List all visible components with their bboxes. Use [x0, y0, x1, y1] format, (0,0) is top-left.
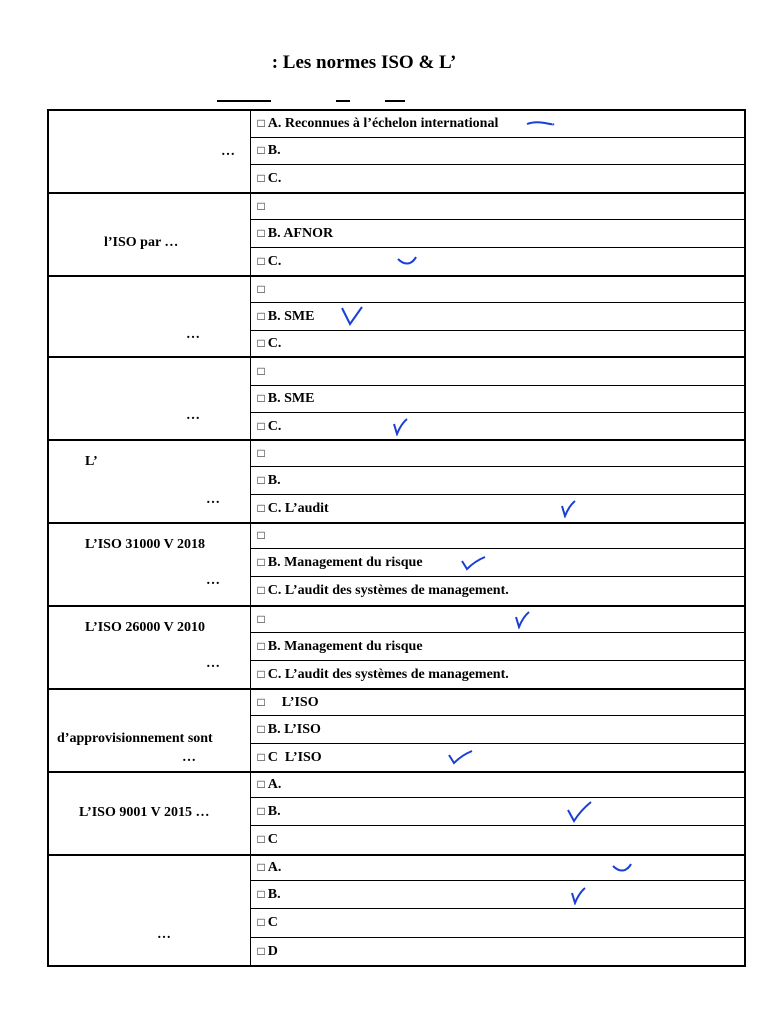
option-cell[interactable]: [250, 716, 745, 744]
question-text: …: [221, 144, 235, 159]
quiz-option-row: [48, 110, 745, 137]
checkbox-icon[interactable]: □: [257, 170, 265, 185]
question-cell: [48, 357, 250, 440]
handwritten-check-mark: [446, 749, 474, 765]
option-cell[interactable]: [250, 744, 745, 772]
checkbox-icon[interactable]: □: [257, 915, 265, 930]
question-text: L’ISO 9001 V 2015 …: [79, 804, 210, 820]
option-label: C: [267, 832, 278, 848]
checkbox-icon[interactable]: □: [257, 500, 265, 515]
checkbox-icon[interactable]: □: [257, 116, 265, 131]
checkbox-icon[interactable]: □: [257, 363, 265, 378]
option-cell[interactable]: [250, 110, 745, 137]
option-label: C. L’audit des systèmes de management.: [267, 666, 509, 682]
option-cell[interactable]: [250, 577, 745, 606]
option-label: C.: [267, 418, 282, 434]
checkbox-icon[interactable]: □: [257, 887, 265, 901]
handwritten-check-mark: [396, 255, 418, 267]
question-cell: [48, 606, 250, 689]
question-cell: [48, 523, 250, 606]
checkbox-icon[interactable]: □: [257, 777, 265, 792]
option-cell[interactable]: [250, 881, 745, 909]
checkbox-icon[interactable]: □: [257, 749, 265, 764]
option-label: B. Management du risque: [267, 555, 423, 570]
option-label: A.: [267, 777, 282, 793]
option-label: B.: [267, 804, 281, 819]
question-text: L’: [85, 454, 98, 469]
option-cell[interactable]: [250, 855, 745, 881]
option-cell[interactable]: [250, 330, 745, 357]
handwritten-check-mark: [611, 862, 633, 874]
quiz-option-row: [48, 276, 745, 303]
quiz-option-row: [48, 855, 745, 881]
handwritten-check-mark: [565, 800, 593, 824]
checkbox-icon[interactable]: □: [257, 583, 265, 598]
option-cell[interactable]: [250, 523, 745, 549]
option-cell[interactable]: [250, 413, 745, 441]
checkbox-icon[interactable]: □: [257, 832, 265, 847]
quiz-table: [47, 109, 746, 967]
checkbox-icon[interactable]: □: [257, 666, 265, 681]
checkbox-icon[interactable]: □: [257, 611, 265, 626]
checkbox-icon[interactable]: □: [257, 555, 265, 569]
checkbox-icon[interactable]: □: [257, 418, 265, 433]
option-cell[interactable]: [250, 689, 745, 716]
option-cell[interactable]: [250, 220, 745, 248]
option-cell[interactable]: [250, 937, 745, 966]
option-label: C.: [267, 335, 282, 351]
option-cell[interactable]: [250, 467, 745, 495]
option-cell[interactable]: [250, 303, 745, 331]
option-label: B. SME: [267, 308, 315, 324]
option-label: L’ISO: [267, 694, 319, 710]
checkbox-icon[interactable]: □: [257, 281, 265, 296]
page-title: : Les normes ISO & L’: [271, 52, 457, 73]
option-cell[interactable]: [250, 357, 745, 385]
question-cell: [48, 110, 250, 193]
option-label: A.: [267, 860, 282, 876]
option-cell[interactable]: [250, 826, 745, 855]
option-cell[interactable]: [250, 165, 745, 193]
question-cell: [48, 855, 250, 966]
checkbox-icon[interactable]: □: [257, 860, 265, 875]
option-cell[interactable]: [250, 633, 745, 661]
option-label: A. Reconnues à l’échelon international: [267, 116, 499, 132]
question-cell: [48, 276, 250, 358]
checkbox-icon[interactable]: □: [257, 253, 265, 268]
quiz-option-row: [48, 523, 745, 549]
option-cell[interactable]: [250, 909, 745, 938]
handwritten-check-mark: [391, 416, 409, 436]
question-text: L’ISO 31000 V 2018: [85, 536, 205, 552]
blank-line-1: [217, 100, 271, 102]
option-label: B. SME: [267, 391, 315, 407]
question-text: …: [206, 492, 220, 507]
handwritten-check-mark: [569, 885, 587, 905]
handwritten-check-mark: [525, 119, 555, 129]
handwritten-check-mark: [339, 305, 365, 327]
option-cell[interactable]: [250, 606, 745, 633]
question-text: L’ISO 26000 V 2010: [85, 619, 205, 635]
option-cell[interactable]: [250, 193, 745, 220]
blank-line-2: [336, 100, 350, 102]
checkbox-icon[interactable]: □: [257, 226, 265, 240]
checkbox-icon[interactable]: □: [257, 308, 265, 323]
question-text: …: [157, 926, 171, 942]
option-label: B.: [267, 143, 281, 159]
checkbox-icon[interactable]: □: [257, 528, 265, 543]
question-cell: [48, 772, 250, 855]
option-cell[interactable]: [250, 385, 745, 413]
checkbox-icon[interactable]: □: [257, 722, 265, 736]
handwritten-check-mark: [513, 609, 531, 629]
quiz-option-row: [48, 689, 745, 716]
option-label: D: [267, 943, 278, 959]
checkbox-icon[interactable]: □: [257, 143, 265, 158]
checkbox-icon[interactable]: □: [257, 391, 265, 406]
checkbox-icon[interactable]: □: [257, 473, 265, 487]
option-cell[interactable]: [250, 495, 745, 523]
quiz-option-row: [48, 440, 745, 467]
handwritten-check-mark: [459, 555, 487, 571]
question-text: …: [182, 749, 196, 765]
option-label: C: [267, 915, 278, 931]
blank-line-3: [385, 100, 405, 102]
option-cell[interactable]: [250, 248, 745, 276]
question-cell: [48, 440, 250, 523]
option-label: C L’ISO: [267, 749, 322, 765]
quiz-option-row: [48, 357, 745, 385]
checkbox-icon[interactable]: □: [257, 335, 265, 350]
checkbox-icon[interactable]: □: [257, 943, 265, 958]
option-label: B. L’ISO: [267, 722, 321, 737]
option-cell[interactable]: [250, 549, 745, 577]
checkbox-icon[interactable]: □: [257, 694, 265, 709]
option-label: B. AFNOR: [267, 226, 334, 241]
question-text: …: [206, 572, 220, 588]
option-cell[interactable]: [250, 798, 745, 826]
option-cell[interactable]: [250, 137, 745, 165]
option-label: B.: [267, 887, 281, 902]
option-cell[interactable]: [250, 276, 745, 303]
question-text: …: [186, 408, 200, 423]
question-text: l’ISO par …: [104, 234, 179, 250]
question-cell: [48, 689, 250, 772]
option-label: B. Management du risque: [267, 639, 423, 654]
question-text: d’approvisionnement sont: [57, 730, 213, 746]
question-text: …: [206, 655, 220, 671]
option-cell[interactable]: [250, 772, 745, 798]
quiz-option-row: [48, 772, 745, 798]
question-text: …: [186, 326, 200, 342]
option-cell[interactable]: [250, 661, 745, 689]
checkbox-icon[interactable]: □: [257, 446, 265, 460]
checkbox-icon[interactable]: □: [257, 639, 265, 653]
option-label: B.: [267, 473, 281, 488]
checkbox-icon[interactable]: □: [257, 198, 265, 213]
handwritten-check-mark: [559, 498, 577, 518]
option-label: C. L’audit des systèmes de management.: [267, 583, 509, 599]
checkbox-icon[interactable]: □: [257, 804, 265, 818]
option-cell[interactable]: [250, 440, 745, 467]
question-cell: [48, 193, 250, 276]
quiz-option-row: [48, 193, 745, 220]
option-label: C. L’audit: [267, 500, 329, 516]
option-label: C.: [267, 253, 282, 269]
option-label: C.: [267, 170, 282, 186]
quiz-option-row: [48, 606, 745, 633]
